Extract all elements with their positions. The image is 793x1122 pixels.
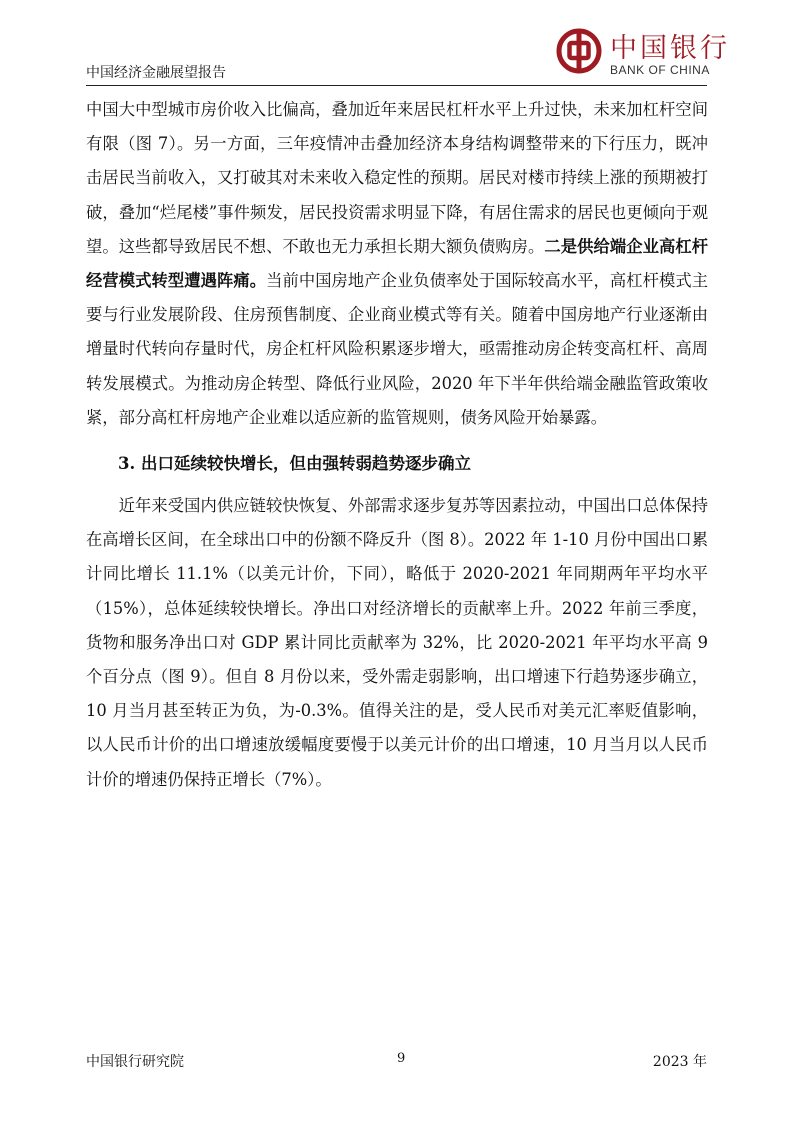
- header-divider: [86, 85, 707, 86]
- logo-name-en: BANK OF CHINA: [610, 63, 710, 77]
- main-content: [86, 93, 708, 797]
- logo-name-cn: 中国银行: [610, 33, 730, 64]
- paragraph-housing: [86, 93, 708, 435]
- page-number: 9: [397, 1051, 406, 1066]
- paragraph-exports: 近年来受国内供应链较快恢复、外部需求逐步复苏等因素拉动，中国出口总体保持在高增长区间，在全球出口中的份额不降反升（图 8）。2022 年 1-10 月份中国出口累计同比增长 11.1%（以美元计价，下同），略低于 2020-2021 年同期两年平均水平（15%），总体延续较快增长。净出口对经济增长的贡献率上升。2022 年前三季度，货物和服务净出口对 GDP 累计同比贡献率为 32%，比 2020-2021 年平均水平高 9 个百分点（图 9）。但自 8 月份以来，受外需走弱影响，出口增速下行趋势逐步确立，10 月当月甚至转正为负，为-0.3%。值得关注的是，受人民币对美元汇率贬值影响，以人民币计价的出口增速放缓幅度要慢于以美元计价的出口增速，10 月当月以人民币计价的增速仍保持正增长（7%）。: [86, 496, 708, 789]
- paragraph-housing-bold: 二是供给端企业高杠杆经营模式转型遭遇阵痛。: [86, 236, 708, 291]
- paragraph-housing-text-a: 中国大中型城市房价收入比偏高，叠加近年来居民杠杆水平上升过快，未来加杠杆空间有限（图 7）。另一方面，三年疫情冲击叠加经济本身结构调整带来的下行压力，既冲击居民当前收入，又打破其对未来收入稳定性的预期。居民对楼市持续上涨的预期被打破，叠加“烂尾楼”事件频发，居民投资需求明显下降，有居住需求的居民也更倾向于观望。这些都导致居民不想、不敢也无力承担长期大额负债购房。: [86, 100, 708, 256]
- bank-logo: [556, 22, 730, 82]
- bank-of-china-logo-icon: [556, 28, 602, 74]
- section-heading: 3. 出口延续较快增长，但由强转弱趋势逐步确立: [118, 454, 471, 474]
- paragraph-housing-text-b: 当前中国房地产企业负债率处于国际较高水平，高杠杆模式主要与行业发展阶段、住房预售制度、企业商业模式等有关。随着中国房地产行业逐渐由增量时代转向存量时代，房企杠杆风险积累逐步增大，亟需推动房企转变高杠杆、高周转发展模式。为推动房企转型、降低行业风险，2020 年下半年供给端金融监管政策收紧，部分高杠杆房地产企业难以适应新的监管规则，债务风险开始暴露。: [86, 271, 708, 427]
- report-title: 中国经济金融展望报告: [86, 65, 226, 81]
- footer-institution: 中国银行研究院: [86, 1054, 184, 1070]
- footer-year: 2023 年: [652, 1054, 707, 1070]
